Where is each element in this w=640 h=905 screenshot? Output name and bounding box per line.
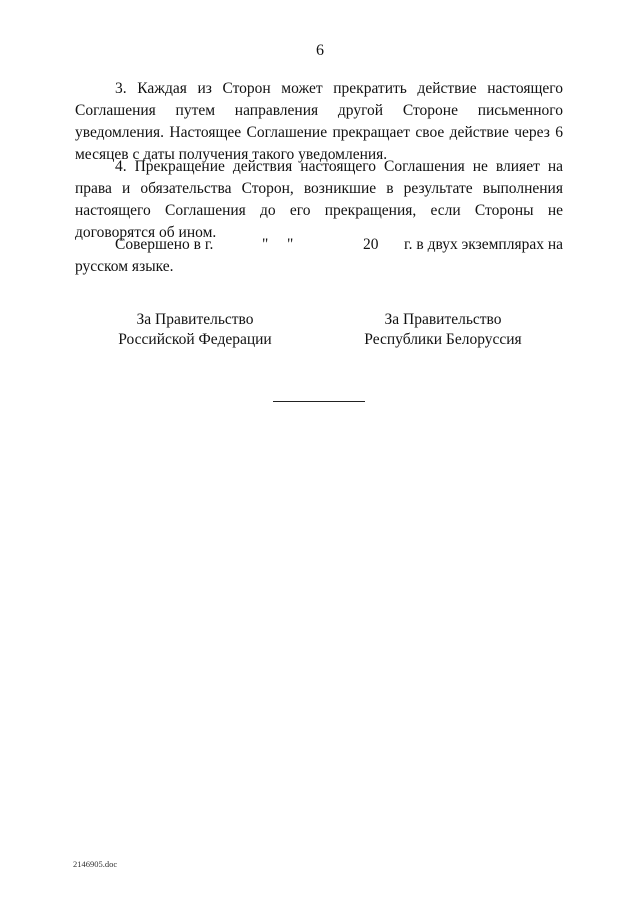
signature-left-line2: Российской Федерации: [118, 331, 272, 348]
signature-right-line1: За Правительство: [384, 311, 502, 328]
footer-file-id: 2146905.doc: [73, 859, 118, 869]
signature-block-russia: [100, 310, 290, 350]
paragraph-4: 4. Прекращение действия настоящего Соглашения не влияет на права и обязательства Сторон, возникшие в результате выполнения настоящего Соглашения до его прекращения, если Стороны не договорятся об ином.: [75, 158, 563, 241]
done-at-line: [75, 234, 563, 256]
signature-left-line1: За Правительство: [136, 311, 254, 328]
done-at-prefix: Совершено в г.: [115, 236, 214, 253]
signature-right-line2: Республики Белоруссия: [364, 331, 522, 348]
done-at-rest: г. в двух экземплярах на: [404, 236, 563, 253]
done-at-language: русском языке.: [75, 258, 174, 275]
page-number: 6: [316, 42, 324, 59]
done-at-year: 20: [363, 236, 379, 253]
end-rule: [273, 401, 365, 402]
done-at-quote-close: ": [287, 236, 294, 253]
signature-block-belarus: [348, 310, 538, 350]
done-at-quote-open: ": [262, 236, 269, 253]
paragraph-3: 3. Каждая из Сторон может прекратить действие настоящего Соглашения путем направления другой Стороне письменного уведомления. Настоящее Соглашение прекращает свое действие через 6 месяцев с даты получения такого уведомления.: [75, 80, 563, 163]
